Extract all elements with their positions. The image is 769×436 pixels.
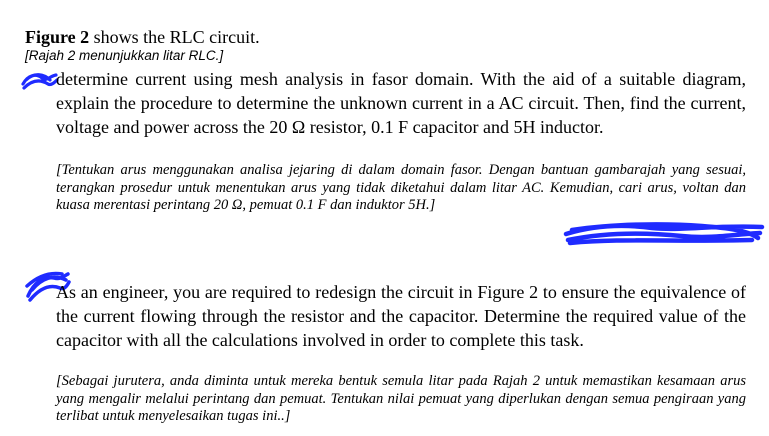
redaction-scribble-a [20,70,60,92]
question-subtitle: [Rajah 2 menunjukkan litar RLC.] [25,48,224,63]
question-b-text: As an engineer, you are required to redesign the circuit in Figure 2 to ensure the equivalence of the current flowing through the resistor and the capacitor. Determine the required value of the capacitor with all the calculations involved in order to complete this task. [56,282,746,350]
question-a-translation: [Tentukan arus menggunakan analisa jejaring di dalam domain fasor. Dengan bantuan gambarajah yang sesuai, terangkan prosedur untuk menentukan arus yang tidak diketahui dalam litar AC. Kemudian, cari arus, voltan dan kuasa merentasi perintang 20 Ω, pemuat 0.1 F dan induktor 5H.] [56,162,746,213]
figure-reference: Figure 2 [25,27,90,47]
question-title [25,26,260,48]
question-b-translation: [Sebagai jurutera, anda diminta untuk mereka bentuk semula litar pada Rajah 2 untuk memastikan kesamaan arus yang mengalir melalui perintang dan pemuat. Tentukan nilai pemuat yang diperlukan dengan semua pengiraan yang terlibat untuk menyelesaikan tugas ini..] [56,373,746,424]
redaction-scribble-marks [562,220,767,248]
question-a-text: determine current using mesh analysis in fasor domain. With the aid of a suitable diagram, explain the procedure to determine the unknown current in a AC circuit. Then, find the current, voltage and power across the 20 Ω resistor, 0.1 F capacitor and 5H inductor. [56,69,746,137]
title-text: shows the RLC circuit. [89,27,260,47]
